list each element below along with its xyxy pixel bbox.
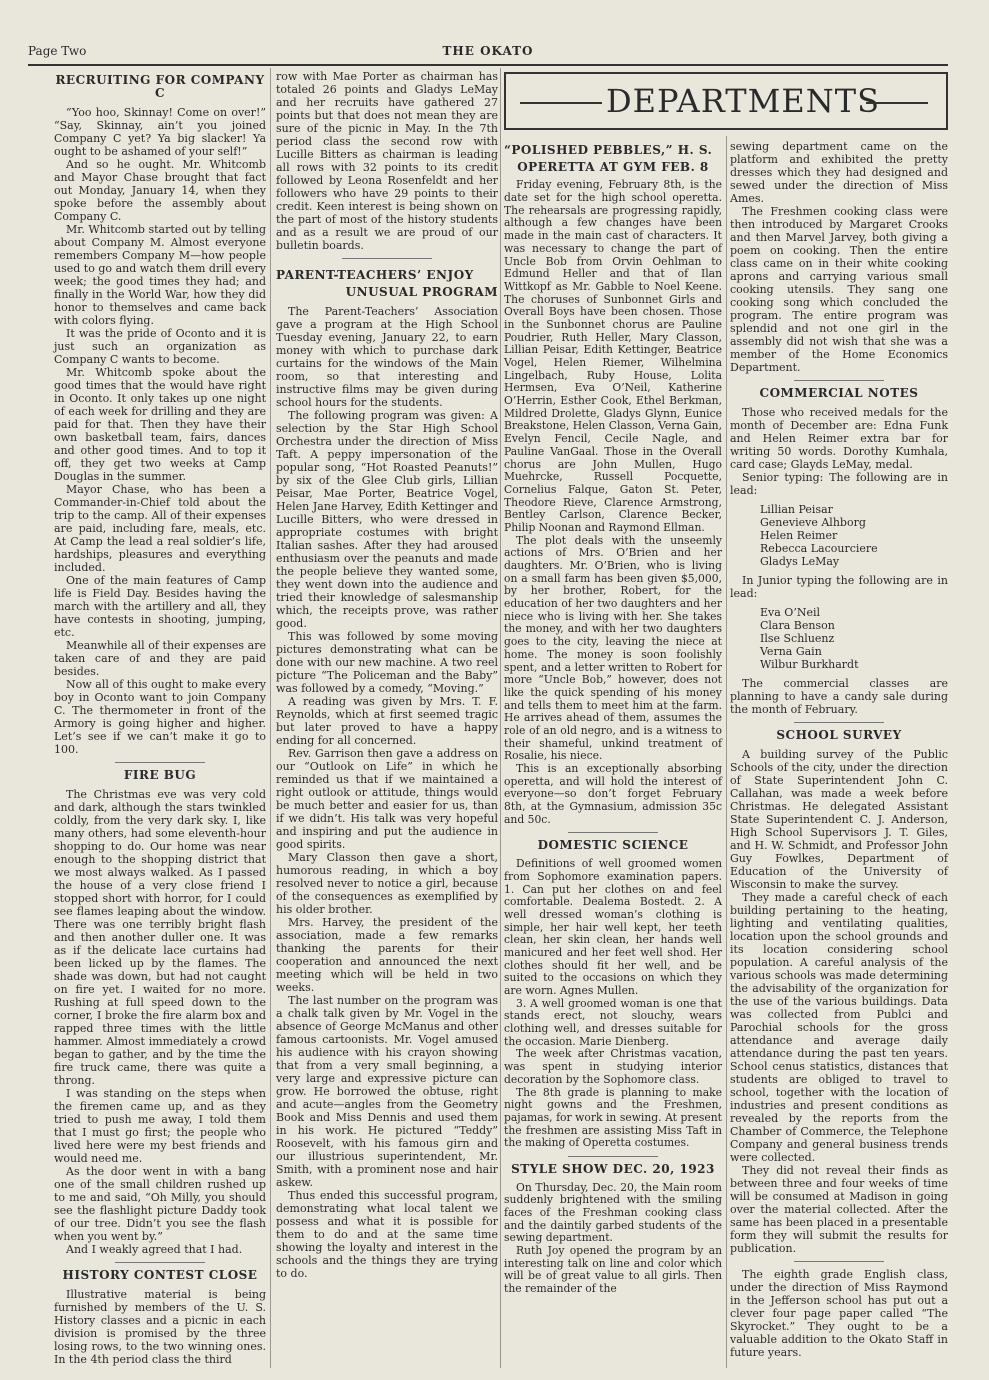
paragraph: I was standing on the steps when the firemen came up, and as they tried to push me away, I told them that I must go first; the people who lived here were my best friends and would need me. (54, 1087, 266, 1165)
paragraph: 3. A well groomed woman is one that stands erect, not slouchy, wears clothing well, and dresses suitable for the occasion. Marie Dienberg. (504, 996, 722, 1048)
paragraph: Mary Classon then gave a short, humorous reading, in which a boy resolved never to notice a girl, because of the consequences as exemplified by his older brother. (276, 851, 498, 916)
paragraph: Mrs. Harvey, the president of the association, made a few remarks thanking the parents for their cooperation and announced the next meeting which will be held in two weeks. (276, 916, 498, 994)
section-rule (568, 1156, 658, 1157)
paragraph: The commercial classes are planning to have a candy sale during the month of February. (730, 677, 948, 716)
column-divider (500, 68, 501, 1368)
header-rule (28, 64, 948, 66)
list-item: Wilbur Burkhardt (760, 658, 859, 671)
column-divider (726, 136, 727, 1368)
paragraph: A reading was given by Mrs. T. F. Reynolds, which at first seemed tragic but later proved to have a happy ending for all concerned. (276, 695, 498, 747)
departments-title: DEPARTMENTS (606, 82, 880, 120)
paragraph: The following program was given: A selection by the Star High School Orchestra under the direction of Miss Taft. A peppy impersonation of the popular song, “Hot Roasted Peanuts!” by six of the Glee Club girls, Lillian Peisar, Mae Porter, Beatrice Vogel, Helen Jane Harvey, Edith Kettinger and Lucille Bitters, who were dressed in appropriate costumes with bright Italian sashes. After they had aroused enthusiasm over the peanuts and made the people believe they wanted some, they went down into the audience and tried their knowledge of salesmanship which, the receipts prove, was rather good. (276, 409, 498, 630)
paragraph: In Junior typing the following are in lead: (730, 574, 948, 600)
paragraph: row with Mae Porter as chairman has totaled 26 points and Gladys LeMay and her recruits have gathered 27 points but that does not mean they are sure of the picnic in May. In the 7th period class the second row with Lucille Bitters as chairman is leading all rows with 32 points to its credit followed by Leona Rosenfeldt and her followers who have 29 points to their credit. Keen interest is being shown on the part of most of the history students and as a result we are proud of our bulletin boards. (276, 70, 498, 252)
section-rule (115, 762, 205, 763)
masthead: THE OKATO (442, 44, 534, 58)
paragraph: The plot deals with the unseemly actions of Mrs. O’Brien and her daughters. Mr. O’Brien, who is living on a small farm has been given $5,000, by her brother, Robert, for the education of her two daughters and her niece who is living with her. She takes the money, and with her two daughters goes to the city, leaving the niece at home. The money is soon foolishly spent, and a letter written to Robert for more “Uncle Bob,” however, does not like the quick spending of his money and tells them to meet him at the farm. He arrives ahead of them, assumes the role of an old negro, and is a witness to their shameful, unkind treatment of Rosalie, his niece. (504, 533, 722, 763)
paragraph: The Parent-Teachers’ Association gave a program at the High School Tuesday evening, January 22, to earn money with which to purchase dark curtains for the windows of the Main room, so that interesting and instructive films may be given during school hours for the students. (276, 305, 498, 409)
paragraph: sewing department came on the platform and exhibited the pretty dresses which they had designed and sewed under the direction of Miss Ames. (730, 140, 948, 205)
column-2 (276, 70, 498, 1280)
page-number: Page Two (28, 44, 87, 58)
list-item: Eva O’Neil (760, 606, 820, 619)
paragraph: Ruth Joy opened the program by an interesting talk on line and color which will be of great value to all girls. Then the remainder of the (504, 1244, 722, 1296)
senior-typing-list (760, 503, 948, 568)
paragraph: Thus ended this successful program, demonstrating what local talent we possess and what it is possible for them to do and at the same time showing the loyalty and interest in the schools and the things they are trying to do. (276, 1189, 498, 1280)
paragraph: The eighth grade English class, under the direction of Miss Raymond in the Jefferson school has put out a clever four page paper called “The Skyrocket.” They ought to be a valuable addition to the Okato Staff in future years. (730, 1268, 948, 1359)
paragraph: And so he ought. Mr. Whitcomb and Mayor Chase brought that fact out Monday, January 14, when they spoke before the assembly about Company C. (54, 158, 266, 223)
paragraph: Mr. Whitcomb spoke about the good times that the would have right in Oconto. It only takes up one night of each week for drilling and they are paid for that. Then they have their own basketball team, fairs, dances and other good times. And to top it off, they get two weeks at Camp Douglas in the summer. (54, 366, 266, 483)
headline-parent-teachers: PARENT-TEACHERS’ ENJOY (276, 268, 474, 282)
departments-banner (504, 72, 948, 130)
list-item: Clara Benson (760, 619, 835, 632)
paragraph: As the door went in with a bang one of the small children rushed up to me and said, “Oh Milly, you should see the flashlight picture Daddy took of our tree. Didn’t you see the flash when you went by.” (54, 1165, 266, 1243)
column-divider (270, 68, 271, 1368)
section-rule (794, 380, 884, 381)
paragraph: Now all of this ought to make every boy in Oconto want to join Company C. The thermometer in front of the Armory is going higher and higher. Let’s see if we can’t make it go to 100. (54, 678, 266, 756)
list-item: Ilse Schluenz (760, 632, 835, 645)
list-item: Gladys LeMay (760, 555, 840, 568)
paragraph: Friday evening, February 8th, is the date set for the high school operetta. The rehearsals are progressing rapidly, although a few changes have been made in the main cast of characters. It was necessary to change the part of Uncle Bob from Orvin Oehlman to Edmund Heller and that of Ilan Wittkopf as Mr. Gabble to Noel Keene. The choruses of Sunbonnet Girls and Overall Boys have been chosen. Those in the Sunbonnet chorus are Pauline Poudrier, Ruth Heller, Mary Classon, Lillian Peisar, Edith Kettinger, Beatrice Vogel, Helen Riemer, Wilhelmina Lingelbach, Ruby House, Lolita Hermsen, Eva O’Neil, Katherine O’Herrin, Esther Cook, Ethel Berkman, Mildred Drolette, Gladys Glynn, Eunice Breakstone, Helen Classon, Verna Gain, Evelyn Fencil, Cecile Nagle, and Pauline VanGaal. Those in the Overall chorus are John Mullen, Hugo Muehrcke, Russell Pocquette, Cornelius Falque, Gaton St. Peter, Theodore Rieve, Clarence Armstrong, Bentley Carlson, Clarence Becker, Philip Noonan and Raymond Ellman. (504, 178, 722, 534)
headline-recruiting: RECRUITING FOR COMPANY C (55, 73, 265, 100)
section-rule (794, 1261, 884, 1262)
junior-typing-list (760, 606, 948, 671)
section-rule (115, 1262, 205, 1263)
paragraph: “Yoo hoo, Skinnay! Come on over!” “Say, Skinnay, ain’t you joined Company C yet? Ya big slacker! Ya ought to be ashamed of your self!” (54, 106, 266, 158)
paragraph: The week after Christmas vacation, was spent in studying interior decoration by the Sophomore class. (504, 1047, 722, 1086)
column-3 (504, 140, 722, 1296)
column-1 (54, 70, 266, 1366)
paragraph: The Freshmen cooking class were then introduced by Margaret Crooks and then Marvel Jarvey, both giving a poem on cooking. Then the entire class came on in their white cooking aprons and carrying various small cooking utensils. They sang one cooking song which concluded the program. The entire program was splendid and not one girl in the assembly did not wish that she was a member of the Home Economics Department. (730, 205, 948, 374)
paragraph: It was the pride of Oconto and it is just such an organization as Company C wants to become. (54, 327, 266, 366)
paragraph: And I weakly agreed that I had. (66, 1243, 243, 1256)
section-rule (794, 722, 884, 723)
paragraph: Senior typing: The following are in lead: (730, 471, 948, 497)
paragraph: Mayor Chase, who has been a Commander-in-Chief told about the trip to the camp. All of their expenses are paid, including fare, meals, etc. At Camp the lead a real soldier’s life, hardships, pleasures and everything included. (54, 483, 266, 574)
paragraph: They made a careful check of each building pertaining to the heating, lighting and ventilating qualities, location upon the school grounds and its location considering school population. A careful analysis of the various schools was made determining the advisability of the organization for the use of the various buildings. Data was collected from Publci and Parochial schools for the gross attendance and average daily attendance during the past ten years. School cenus statistics, distances that students are obliged to travel to school, together with the location of industries and present conditions as revealed by the reports from the Chamber of Commerce, the Telephone Company and general business trends were collected. (730, 891, 948, 1164)
paragraph: Rev. Garrison then gave a address on our “Outlook on Life” in which he reminded us that if we maintained a right outlook or attitude, things would be much better and easier for us, than if we didn’t. His talk was very hopeful and inspiring and put the audience in good spirits. (276, 747, 498, 851)
headline-style-show: STYLE SHOW DEC. 20, 1923 (511, 1161, 715, 1176)
headline-polished-pebbles: “POLISHED PEBBLES,” H. S. (504, 143, 713, 157)
list-item: Helen Reimer (760, 529, 838, 542)
paragraph: Definitions of well groomed women from Sophomore examination papers. 1. Can put her clothes on and feel comfortable. Dealema Bostedt. 2. A well dressed woman’s clothing is simple, her hair well kept, her teeth clean, her skin clean, her hands well manicured and her feet well shod. Her clothes should fit her well, and be suited to the occasions on which they are worn. Agnes Mullen. (504, 857, 722, 997)
headline-history-contest: HISTORY CONTEST CLOSE (62, 1268, 258, 1282)
paragraph: This was followed by some moving pictures demonstrating what can be done with our new machine. A two reel picture “The Policeman and the Baby” was followed by a comedy, “Moving.” (276, 630, 498, 695)
list-item: Genevieve Alhborg (760, 516, 866, 529)
headline-domestic-science: DOMESTIC SCIENCE (537, 838, 689, 853)
paragraph: A building survey of the Public Schools of the city, under the direction of State Superintendent John C. Callahan, was made a week before Christmas. He delegated Assistant State Superintendent C. J. Anderson, High School Supervisors J. T. Giles, and H. W. Schmidt, and Professor John Guy Fowlkes, Department of Education of the University of Wisconsin to make the survey. (730, 748, 948, 891)
paragraph: Illustrative material is being furnished by members of the U. S. History classes and a picnic in each division is promised by the three losing rows, to the two winning ones. In the 4th period class the third (54, 1288, 266, 1366)
headline-unusual-program: UNUSUAL PROGRAM (345, 285, 498, 299)
banner-rule-left (520, 102, 602, 104)
banner-rule-right (866, 102, 928, 104)
headline-fire-bug: FIRE BUG (123, 768, 197, 782)
section-rule (342, 258, 432, 259)
headline-operetta: OPERETTA AT GYM FEB. 8 (517, 159, 709, 174)
column-4 (730, 140, 948, 1359)
paragraph: The Christmas eve was very cold and dark, although the stars twinkled coldly, from the very dark sky. I, like many others, had some eleventh-hour shopping to do. Our home was near enough to the shopping district that we most always walked. As I passed the house of a very close friend I stopped short with horror, for I could see flames leaping about the window. There was one terribly bright flash and then another duller one. It was as if the delicate lace curtains had been licked up by the flames. The shade was down, but had not caught on fire yet. I waited for no more. Rushing at full speed down to the corner, I broke the fire alarm box and rapped three times with the little hammer. Almost immediately a crowd began to gather, and by the time the fire truck came, there was quite a throng. (54, 788, 266, 1087)
list-item: Lillian Peisar (760, 503, 833, 516)
paragraph: Those who received medals for the month of December are: Edna Funk and Helen Reimer extra bar for writing 50 words. Dorothy Kumhala, card case; Glayds LeMay, medal. (730, 406, 948, 471)
paragraph: Mr. Whitcomb started out by telling about Company M. Almost everyone remembers Company M—how people used to go and watch them drill every week; the good times they had; and finally in the World War, how they did honor to themselves and came back with colors flying. (54, 223, 266, 327)
section-rule (568, 832, 658, 833)
headline-commercial-notes: COMMERCIAL NOTES (759, 386, 919, 400)
list-item: Rebecca Lacourciere (760, 542, 878, 555)
list-item: Verna Gain (760, 645, 822, 658)
paragraph: The last number on the program was a chalk talk given by Mr. Vogel in the absence of George McManus and other famous cartoonists. Mr. Vogel amused his audience with his crayon showing that from a very small beginning, a very large and expressive picture can grow. He borrowed the obtuse, right and acute—angles from the Geometry Book and Miss Dennis and used them in his work. He pictured “Teddy” Roosevelt, with his famous girn and our illustrious superintendent, Mr. Smith, with a prominent nose and hair askew. (276, 994, 498, 1189)
page-header (28, 44, 948, 64)
paragraph: One of the main features of Camp life is Field Day. Besides having the march with the artillery and all, they have contests in shooting, jumping, etc. (54, 574, 266, 639)
paragraph: Meanwhile all of their expenses are taken care of and they are paid besides. (54, 639, 266, 678)
paragraph: They did not reveal their finds as between three and four weeks of time will be consumed at Madison in going over the material collected. After the same has been placed in a presentable form they will submit the results for publication. (730, 1164, 948, 1255)
paragraph: The 8th grade is planning to make night gowns and the Freshmen, pajamas, for work in sewing. At present the freshmen are assisting Miss Taft in the making of Operetta costumes. (504, 1085, 722, 1150)
paragraph: On Thursday, Dec. 20, the Main room suddenly brightened with the smiling faces of the Freshman cooking class and the daintily garbed students of the sewing department. (504, 1180, 722, 1245)
paragraph: This is an exceptionally absorbing operetta, and will hold the interest of everyone—so don’t forget February 8th, at the Gymnasium, admission 35c and 50c. (504, 762, 722, 826)
headline-school-survey: SCHOOL SURVEY (776, 728, 902, 742)
